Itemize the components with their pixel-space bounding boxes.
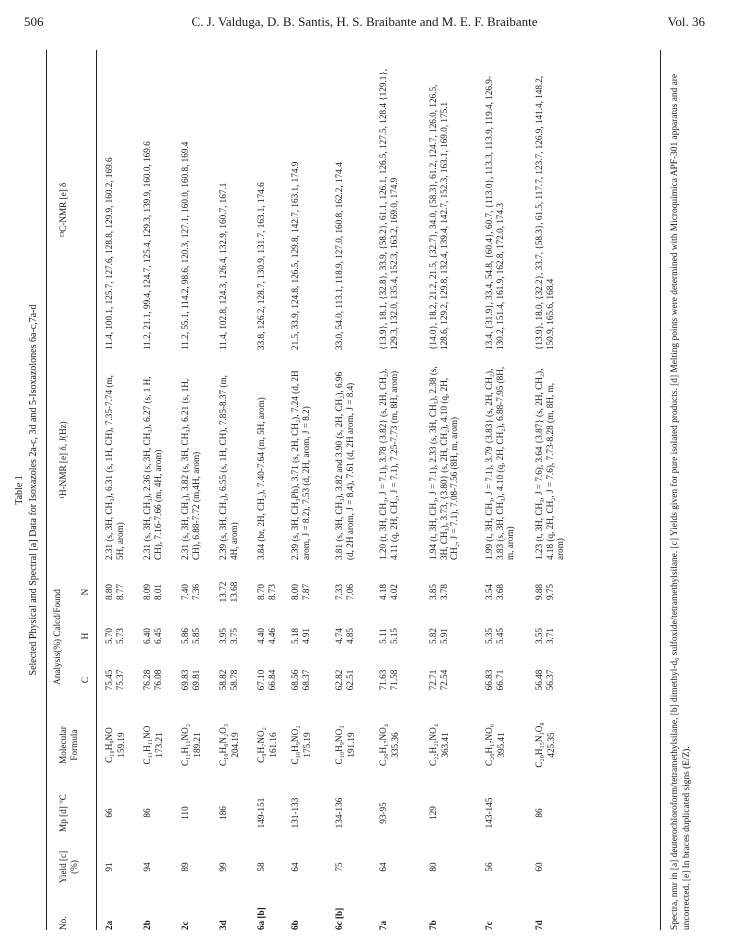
analysis-value: 68.37 <box>300 669 311 691</box>
analysis-value: 62.51 <box>344 669 355 691</box>
analysis-value: 3.78 <box>438 583 449 601</box>
analysis-value: 7.06 <box>344 583 355 601</box>
analysis-value: 7.40 <box>180 583 190 601</box>
cell-n <box>378 570 399 614</box>
analysis-value: 6.45 <box>152 627 163 645</box>
cell-hnmr: 1.94 (t, 3H, CH₃, J = 7.1), 2.33 (s, 3H, CH₃), 2.38 (s, 3H, CH₃), 3.73, {3.80} (s, 2H, CH₂), 4.10 (q, 2H, CH₂, J = 7.1), 7.08-7.56 (8H, m, arom) <box>428 366 460 560</box>
cell-mp: 86 <box>142 808 152 818</box>
analysis-value: 8.77 <box>114 583 125 601</box>
cell-cnmr: {13.9}, 18.1, {32.8}, 33.9, {58.2}, 61.1, 126.1, 126.5, 127.5, 128.4 {129.1}, 129.3, 132.0, 135.4, 152.3, 163.2, 169.0, 174.9 <box>378 68 399 350</box>
cell-molecular-weight: 159.19 <box>116 732 126 758</box>
cell-yield: 94 <box>142 862 152 872</box>
cell-cnmr: {14.0}, 18.2, 21.2, 21.5, {32.7}, 34.0, {58.3}, 61.2, 124.7, 126.0, 126.5, 128.6, 129.2, 129.8, 132.4, 139.4, 142.7, 152.3, 163.1, 169.0, 175.1 <box>428 84 449 350</box>
cell-no: 3d <box>218 920 228 930</box>
cell-no: 6b <box>290 920 300 930</box>
running-authors: C. J. Valduga, D. B. Santis, H. S. Braibante and M. E. F. Braibante <box>191 14 538 29</box>
analysis-value: 66.83 <box>484 669 494 691</box>
analysis-value: 4.74 <box>334 627 344 645</box>
table-title: Selected Physical and Spectral [a] Data for Isoxazoles 2a-c, 3d and 5-Isoxazolones 6a-c,7a-d <box>27 304 39 676</box>
analysis-value: 8.00 <box>290 583 300 601</box>
analysis-value: 8.70 <box>256 583 266 601</box>
cell-yield: 89 <box>180 862 190 872</box>
cell-h <box>104 614 125 658</box>
cell-hnmr: 3.81 (s, 3H, CH₃), 3.82 and 3.90 (s, 2H, CH₂), 6.96 (d, 2H arom, J = 8.4), 7.61 (d, 2H arom, J = 8.4) <box>334 371 355 560</box>
analysis-value: 7.87 <box>300 583 311 601</box>
cell-c <box>142 658 163 702</box>
table-caption <box>14 50 39 930</box>
cell-n <box>534 570 555 614</box>
analysis-value: 5.45 <box>494 627 505 645</box>
analysis-value: 4.18 <box>378 583 388 601</box>
cell-cnmr: 11.4, 100.1, 125.7, 127.6, 128.8, 129.9, 160.2, 169.6 <box>104 157 114 350</box>
cell-mp: 134-136 <box>334 797 344 829</box>
analysis-value: 56.37 <box>544 669 555 691</box>
cell-hnmr: 3.84 (br, 2H, CH₂), 7.40-7.64 (m, 5H, arom) <box>256 397 266 560</box>
analysis-value: 8.73 <box>266 583 277 601</box>
cell-formula: C₁₀H₉NO₃ <box>334 725 344 765</box>
cell-formula: C₂₀H₁₅N₃O₈ <box>534 722 544 768</box>
cell-formula: C₂₀H₁₇NO₄ <box>378 723 388 767</box>
analysis-value: 58.82 <box>218 669 228 691</box>
cell-molecular-weight: 335.36 <box>390 732 400 758</box>
cell-hnmr: 1.23 (t, 3H, CH₃, J = 7.6), 3.64 {3.87} (s, 2H, CH₂), 4.18 (q, 2H, CH₂, J = 7.6), 7.73-8.28 (m, 8H, m, arom) <box>534 368 566 560</box>
analysis-value: 66.84 <box>266 669 277 691</box>
header-rule <box>96 50 97 930</box>
top-rule <box>46 50 47 930</box>
analysis-value: 9.75 <box>544 583 555 601</box>
cell-n <box>428 570 449 614</box>
cell-cnmr: {13.9}, 18.0, {32.2}, 33.7, {58.3}, 61.5, 117.7, 123.7, 126.9, 141.4, 148.2, 150.9, 165.6, 168.4 <box>534 75 555 350</box>
analysis-value: 75.45 <box>104 669 114 691</box>
analysis-value: 3.75 <box>228 627 239 645</box>
analysis-value: 72.71 <box>428 669 438 691</box>
col-header-formula: Molecular Formula <box>58 726 79 764</box>
cell-n <box>484 570 505 614</box>
cell-no: 7a <box>378 920 388 930</box>
analysis-value: 66.71 <box>494 669 505 691</box>
analysis-value: 4.91 <box>300 627 311 645</box>
cell-formula: C₁₁H₁₁NO <box>142 725 152 765</box>
cell-formula: C₁₀H₈N₂O₃ <box>218 723 228 767</box>
cell-h <box>218 614 239 658</box>
analysis-value: 8.80 <box>104 583 114 601</box>
analysis-value: 5.86 <box>180 627 190 645</box>
analysis-value: 5.85 <box>190 627 201 645</box>
cell-n <box>104 570 125 614</box>
cell-yield: 99 <box>218 862 228 872</box>
analysis-value: 3.55 <box>534 627 544 645</box>
cell-cnmr: 33.0, 54.0, 113.1, 118.9, 127.0, 160.8, 162.2, 174.4 <box>334 162 344 350</box>
cell-hnmr: 2.39 (s, 3H, CH₃Ph), 3.71 (s, 2H, CH₂), 7.24 (d, 2H arom, J = 8.2), 7.53 (d, 2H, arom, J = 8.2) <box>290 370 311 560</box>
cell-molecular-weight: 363.41 <box>440 732 450 758</box>
cell-c <box>256 658 277 702</box>
cell-n <box>334 570 355 614</box>
cell-no: 2b <box>142 920 152 930</box>
cell-mp: 143-145 <box>484 797 494 829</box>
cell-cnmr: 11.4, 102.8, 124.3, 126.4, 132.9, 160.7, 167.1 <box>218 182 228 350</box>
col-header-n: N <box>80 588 90 596</box>
table-label: Table 1 <box>14 475 25 505</box>
analysis-value: 3.95 <box>218 627 228 645</box>
col-header-cnmr: ¹³C-NMR [e] δ <box>58 182 68 238</box>
cell-n <box>256 570 277 614</box>
analysis-value: 75.37 <box>114 669 125 691</box>
cell-formula: C₁₁H₁₁NO₂ <box>180 723 190 767</box>
cell-n <box>290 570 311 614</box>
cell-yield: 64 <box>378 862 388 872</box>
bottom-rule <box>660 50 661 930</box>
cell-h <box>334 614 355 658</box>
cell-c <box>180 658 201 702</box>
cell-yield: 75 <box>334 862 344 872</box>
cell-no: 6a [b] <box>256 907 266 930</box>
analysis-value: 5.73 <box>114 627 125 645</box>
cell-no: 7b <box>428 920 438 930</box>
table-footnote: Spectra, nmr in [a] deuterochloroform/tetramethylsilane, [b] dimethyl-d₆ sulfoxide/tetramethylsilane. [c] Yields given for pure isolated products. [d] Melting points were determined with Microquímica APF-301 apparatus and are uncorrected. [e] In braces duplicated signs (E/Z). <box>670 73 693 930</box>
analysis-value: 7.33 <box>334 583 344 601</box>
cell-molecular-weight: 425.35 <box>546 732 556 758</box>
cell-no: 6c [b] <box>334 907 344 930</box>
cell-mp: 149-151 <box>256 797 266 829</box>
cell-h <box>428 614 449 658</box>
analysis-value: 3.54 <box>484 583 494 601</box>
analysis-value: 4.02 <box>388 583 399 601</box>
cell-h <box>290 614 311 658</box>
cell-molecular-weight: 189.21 <box>192 732 202 758</box>
cell-n <box>180 570 201 614</box>
analysis-value: 5.82 <box>428 627 438 645</box>
analysis-value: 3.71 <box>544 627 555 645</box>
analysis-value: 56.48 <box>534 669 544 691</box>
page-number: 506 <box>24 14 44 29</box>
col-header-analysis: Analysis(%) Calcd/Found <box>52 589 62 685</box>
col-header-c: C <box>80 676 90 684</box>
analysis-value: 13.72 <box>218 581 228 603</box>
analysis-value: 72.54 <box>438 669 449 691</box>
cell-h <box>256 614 277 658</box>
cell-mp: 131-133 <box>290 797 300 829</box>
cell-no: 7c <box>484 921 494 930</box>
analysis-value: 5.35 <box>484 627 494 645</box>
cell-c <box>534 658 555 702</box>
cell-molecular-weight: 173.21 <box>154 732 164 758</box>
cell-mp: 110 <box>180 806 190 820</box>
cell-hnmr: 2.31 (s, 3H, CH₃), 2.36 (s, 3H, CH₃), 6.27 (s, 1 H, CH), 7.16-7.66 (m, 4H, arom) <box>142 376 163 560</box>
cell-h <box>534 614 555 658</box>
cell-h <box>484 614 505 658</box>
cell-c <box>484 658 505 702</box>
cell-yield: 91 <box>104 862 114 872</box>
col-header-mp: Mp [d] °C <box>58 794 68 832</box>
analysis-value: 9.88 <box>534 583 544 601</box>
col-header-no: No. <box>58 916 68 930</box>
cell-molecular-weight: 175.19 <box>302 732 312 758</box>
rotated-table <box>14 50 714 930</box>
analysis-value: 8.09 <box>142 583 152 601</box>
cell-formula: C₁₀H₉NO <box>104 727 114 763</box>
analysis-value: 4.40 <box>256 627 266 645</box>
analysis-value: 76.08 <box>152 669 163 691</box>
cell-mp: 86 <box>534 808 544 818</box>
analysis-value: 5.91 <box>438 627 449 645</box>
cell-cnmr: 11.2, 55.1, 114.2, 98.6, 120.3, 127.1, 160.0, 160.8, 169.4 <box>180 141 190 350</box>
analysis-value: 4.85 <box>344 627 355 645</box>
analysis-value: 69.83 <box>180 669 190 691</box>
cell-yield: 60 <box>534 862 544 872</box>
cell-yield: 80 <box>428 862 438 872</box>
analysis-value: 68.56 <box>290 669 300 691</box>
analysis-value: 62.82 <box>334 669 344 691</box>
cell-no: 2a <box>104 920 114 930</box>
cell-yield: 64 <box>290 862 300 872</box>
analysis-value: 3.85 <box>428 583 438 601</box>
cell-yield: 58 <box>256 862 266 872</box>
cell-h <box>142 614 163 658</box>
cell-mp: 93-95 <box>378 802 388 824</box>
cell-hnmr: 2.31 (s, 3H, CH₃), 3.82 (s, 3H, CH₃), 6.21 (s, 1H, CH), 6.88-7.72 (m,4H, arom) <box>180 378 201 560</box>
analysis-value: 71.63 <box>378 669 388 691</box>
cell-mp: 66 <box>104 808 114 818</box>
cell-h <box>180 614 201 658</box>
cell-molecular-weight: 204.19 <box>230 732 240 758</box>
cell-n <box>142 570 163 614</box>
cell-hnmr: 2.31 (s, 3H, CH₃), 6.31 (s, 1H, CH), 7.35-7.74 (m, 5H, arom) <box>104 375 125 560</box>
analysis-value: 67.10 <box>256 669 266 691</box>
cell-hnmr: 1.99 (t, 3H, CH₃, J = 7.1), 3.79 {3.83} (s, 2H, CH₂), 3.83 (s, 3H, CH₃), 4.10 (q, 2H, CH₂), 6.88-7.95 (8H, m, arom) <box>484 366 516 560</box>
cell-mp: 129 <box>428 806 438 820</box>
cell-hnmr: 2.39 (s, 3H, CH₃), 6.55 (s, 1H, CH), 7.85-8.37 (m, 4H, arom) <box>218 375 239 560</box>
analysis-value: 69.81 <box>190 669 201 691</box>
volume-label: Vol. 36 <box>667 14 705 29</box>
analysis-value: 8.01 <box>152 583 163 601</box>
analysis-value: 5.11 <box>378 628 388 644</box>
cell-formula: C₂₀H₁₇NO₆ <box>484 723 494 767</box>
analysis-value: 71.58 <box>388 669 399 691</box>
cell-formula: C₂₂H₂₁NO₄ <box>428 723 438 767</box>
analysis-value: 5.70 <box>104 627 114 645</box>
cell-molecular-weight: 395.41 <box>496 732 506 758</box>
cell-c <box>334 658 355 702</box>
analysis-value: 58.78 <box>228 669 239 691</box>
cell-cnmr: 33.8, 126.2, 128.7, 130.9, 131.7, 163.1, 174.6 <box>256 182 266 350</box>
cell-hnmr: 1.20 (t, 3H, CH₃, J = 7.1), 3.78 {3.82} (s, 2H, CH₂), 4.11 (q, 2H, CH₂, J = 7.1), 7.25-7.73 (m, 8H, arom) <box>378 368 399 560</box>
cell-h <box>378 614 399 658</box>
cell-yield: 56 <box>484 862 494 872</box>
analysis-value: 5.15 <box>388 627 399 645</box>
analysis-value: 76.28 <box>142 669 152 691</box>
cell-no: 7d <box>534 920 544 930</box>
cell-molecular-weight: 161.16 <box>268 732 278 758</box>
cell-c <box>218 658 239 702</box>
cell-no: 2c <box>180 921 190 930</box>
cell-cnmr: 11.2, 21.1, 99.4, 124.7, 125.4, 129.3, 139.9, 160.0, 169.6 <box>142 141 152 350</box>
col-header-hnmr: ¹H-NMR [e] δ, J(Hz) <box>58 421 68 499</box>
cell-formula: C₁₀H₉NO₂ <box>290 725 300 765</box>
cell-n <box>218 570 239 614</box>
cell-c <box>378 658 399 702</box>
cell-cnmr: 21.5, 33.9, 124.8, 126.5, 129.8, 142.7, 163.1, 174.9 <box>290 161 300 350</box>
cell-mp: 186 <box>218 806 228 820</box>
cell-c <box>290 658 311 702</box>
analysis-value: 3.68 <box>494 583 505 601</box>
analysis-value: 4.46 <box>266 627 277 645</box>
analysis-value: 7.36 <box>190 583 201 601</box>
analysis-value: 13.68 <box>228 581 239 603</box>
cell-formula: C₉H₇NO₂ <box>256 727 266 763</box>
analysis-value: 6.40 <box>142 627 152 645</box>
col-header-h: H <box>80 632 90 640</box>
cell-c <box>428 658 449 702</box>
cell-c <box>104 658 125 702</box>
cell-molecular-weight: 191.19 <box>346 732 356 758</box>
col-header-yield: Yield [c] (%) <box>58 850 79 884</box>
analysis-value: 5.18 <box>290 627 300 645</box>
cell-cnmr: 13.4, {31.9}, 33.4, 54.8, {60.4}, 60.7, {113.0}, 113.3, 113.9, 119.4, 126.9-130.2, 151.4, 161.9, 162.8, 172.0, 174.3 <box>484 76 505 350</box>
